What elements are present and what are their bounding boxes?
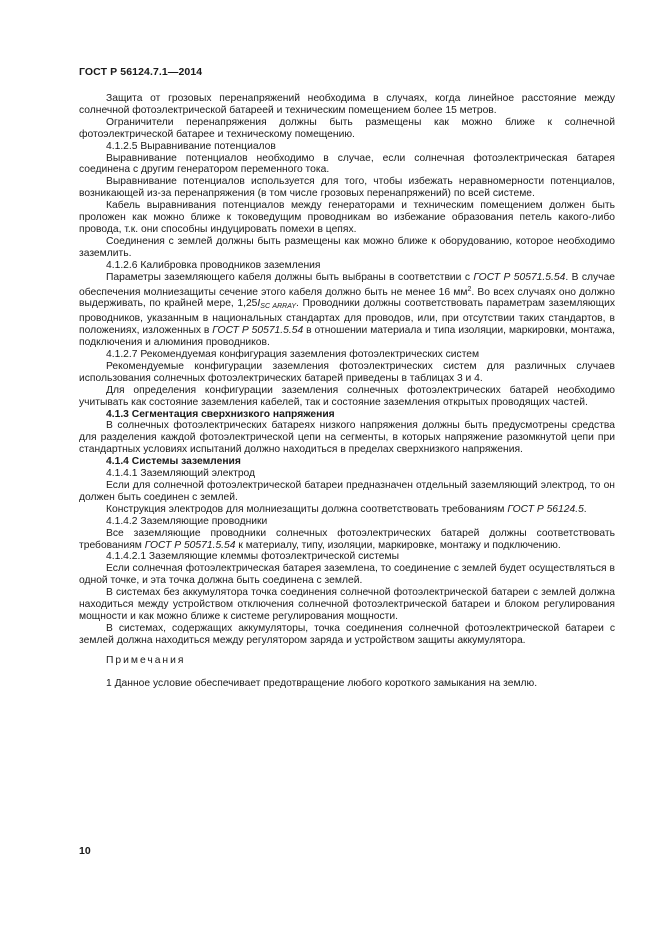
section-heading: 4.1.4.2 Заземляющие проводники bbox=[106, 515, 268, 527]
section-heading: 4.1.3 Сегментация сверхнизкого напряжения bbox=[106, 408, 335, 420]
paragraph: Рекомендуемые конфигурации заземления фотоэлектрических систем для различных случаев использования солнечных фотоэлектрических батарей приведены в таблицах 3 и 4. bbox=[79, 360, 615, 384]
section-heading: 4.1.2.5 Выравнивание потенциалов bbox=[106, 140, 276, 152]
section-heading: 4.1.4.2.1 Заземляющие клеммы фотоэлектрической системы bbox=[106, 551, 400, 563]
paragraph: Если для солнечной фотоэлектрической батареи предназначен отдельный заземляющий электрод, то он должен быть соединен с землей. bbox=[79, 480, 615, 503]
paragraph: Соединения с землей должны быть размещены как можно ближе к оборудованию, которое необходимо заземлить. bbox=[79, 235, 615, 259]
paragraph: Кабель выравнивания потенциалов между генераторами и техническим помещением должен быть проложен как можно ближе к токоведущим проводникам во избежание образования петель какого-либо провода, т.к. они способны индуцировать помехи в цепях. bbox=[79, 200, 615, 235]
text-run: . Во всех случаях оно должно выдерживать, по крайней мере, 1,25 bbox=[79, 286, 615, 310]
section-heading: 4.1.4 Системы заземления bbox=[106, 456, 241, 468]
paragraph: В солнечных фотоэлектрических батареях низкого напряжения должны быть предусмотрены средства для разделения каждой фотоэлектрической цепи на сегменты, в которых напряжение разомкнутой цепи при стандартных условиях испытаний должно находиться в пределах сверхнизкого напряжения. bbox=[79, 420, 615, 456]
text-run: в отношении материала и типа изоляции, маркировки, монтажа, подключения и алюминия проводников. bbox=[79, 325, 615, 349]
notes-title: Примечания bbox=[106, 654, 186, 666]
section-heading: 4.1.4.1 Заземляющий электрод bbox=[106, 468, 256, 480]
paragraph: Выравнивание потенциалов используется для того, чтобы избежать неравномерности потенциалов, возникающей из-за перенапряжения (в том числе грозовых перенапряжений) по всей системе. bbox=[79, 176, 615, 200]
document-header: ГОСТ Р 56124.7.1—2014 bbox=[79, 66, 203, 78]
text-run: Все заземляющие проводники солнечных фотоэлектрических батарей должны соответствовать требованиям bbox=[79, 527, 615, 551]
page-number: 10 bbox=[79, 845, 91, 857]
subscript: SC ARRAY bbox=[260, 303, 297, 311]
standard-reference: ГОСТ Р 50571.5.54 bbox=[144, 539, 236, 551]
text-run: Конструкция электродов для молниезащиты должна соответствовать требованиям bbox=[106, 503, 508, 515]
paragraph: Если солнечная фотоэлектрическая батарея заземлена, то соединение с землей будет осуществляться в одной точке, и эта точка должна быть соединена с землей. bbox=[79, 563, 615, 587]
note: 1 Данное условие обеспечивает предотвращение любого короткого замыкания на землю. bbox=[106, 677, 538, 689]
paragraph bbox=[79, 504, 615, 516]
paragraph: В системах, содержащих аккумуляторы, точка соединения солнечной фотоэлектрической батареи с землей должна находиться между регулятором заряда и устройством защиты аккумулятора. bbox=[79, 622, 615, 646]
section-heading: 4.1.2.6 Калибровка проводников заземления bbox=[106, 259, 321, 271]
paragraph: Для определения конфигурации заземления солнечных фотоэлектрических батарей необходимо учитывать как состояние заземления кабелей, так и состояние заземления открытых проводящих частей. bbox=[79, 384, 615, 408]
text-run: Параметры заземляющего кабеля должны быть выбраны в соответствии с bbox=[106, 271, 474, 283]
standard-reference: ГОСТ Р 56124.5 bbox=[507, 503, 584, 515]
text-run: . В случае обеспечения молниезащиты сечение этого кабеля должно быть не менее 16 мм bbox=[79, 271, 615, 298]
text-run: . bbox=[583, 503, 587, 515]
paragraph: В системах без аккумулятора точка соединения солнечной фотоэлектрической батареи с землей должна находиться между устройством отключения солнечной фотоэлектрической батареи и блоком регулирования мощности и как можно ближе к системе регулирования мощности. bbox=[79, 587, 615, 622]
section-heading: 4.1.2.7 Рекомендуемая конфигурация заземления фотоэлектрических систем bbox=[106, 349, 480, 361]
paragraph: Защита от грозовых перенапряжений необходима в случаях, когда линейное расстояние между солнечной фотоэлектрической батареей и техническим помещением более 15 метров. bbox=[79, 93, 615, 116]
paragraph: Ограничители перенапряжения должны быть размещены как можно ближе к солнечной фотоэлектрической батарее и техническому помещению. bbox=[79, 116, 615, 140]
text-run: . Проводники должны соответствовать параметрам заземляющих проводников, указанным в национальных стандартах для проводов, или, при отсутствии таких стандартов, в положениях, изложенных в bbox=[79, 298, 615, 337]
superscript: 2 bbox=[467, 285, 472, 293]
paragraph: Выравнивание потенциалов необходимо в случае, если солнечная фотоэлектрическая батарея соединена с другим генератором переменного тока. bbox=[79, 152, 615, 176]
paragraph bbox=[79, 528, 615, 552]
current-symbol: I bbox=[257, 298, 261, 310]
paragraph bbox=[79, 272, 615, 349]
standard-reference: ГОСТ Р 50571.5.54 bbox=[473, 271, 566, 283]
text-run: к материалу, типу, изоляции, маркировке, монтажу и подключению. bbox=[235, 539, 561, 551]
document-body bbox=[79, 93, 615, 690]
standard-reference: ГОСТ Р 50571.5.54 bbox=[212, 325, 304, 337]
